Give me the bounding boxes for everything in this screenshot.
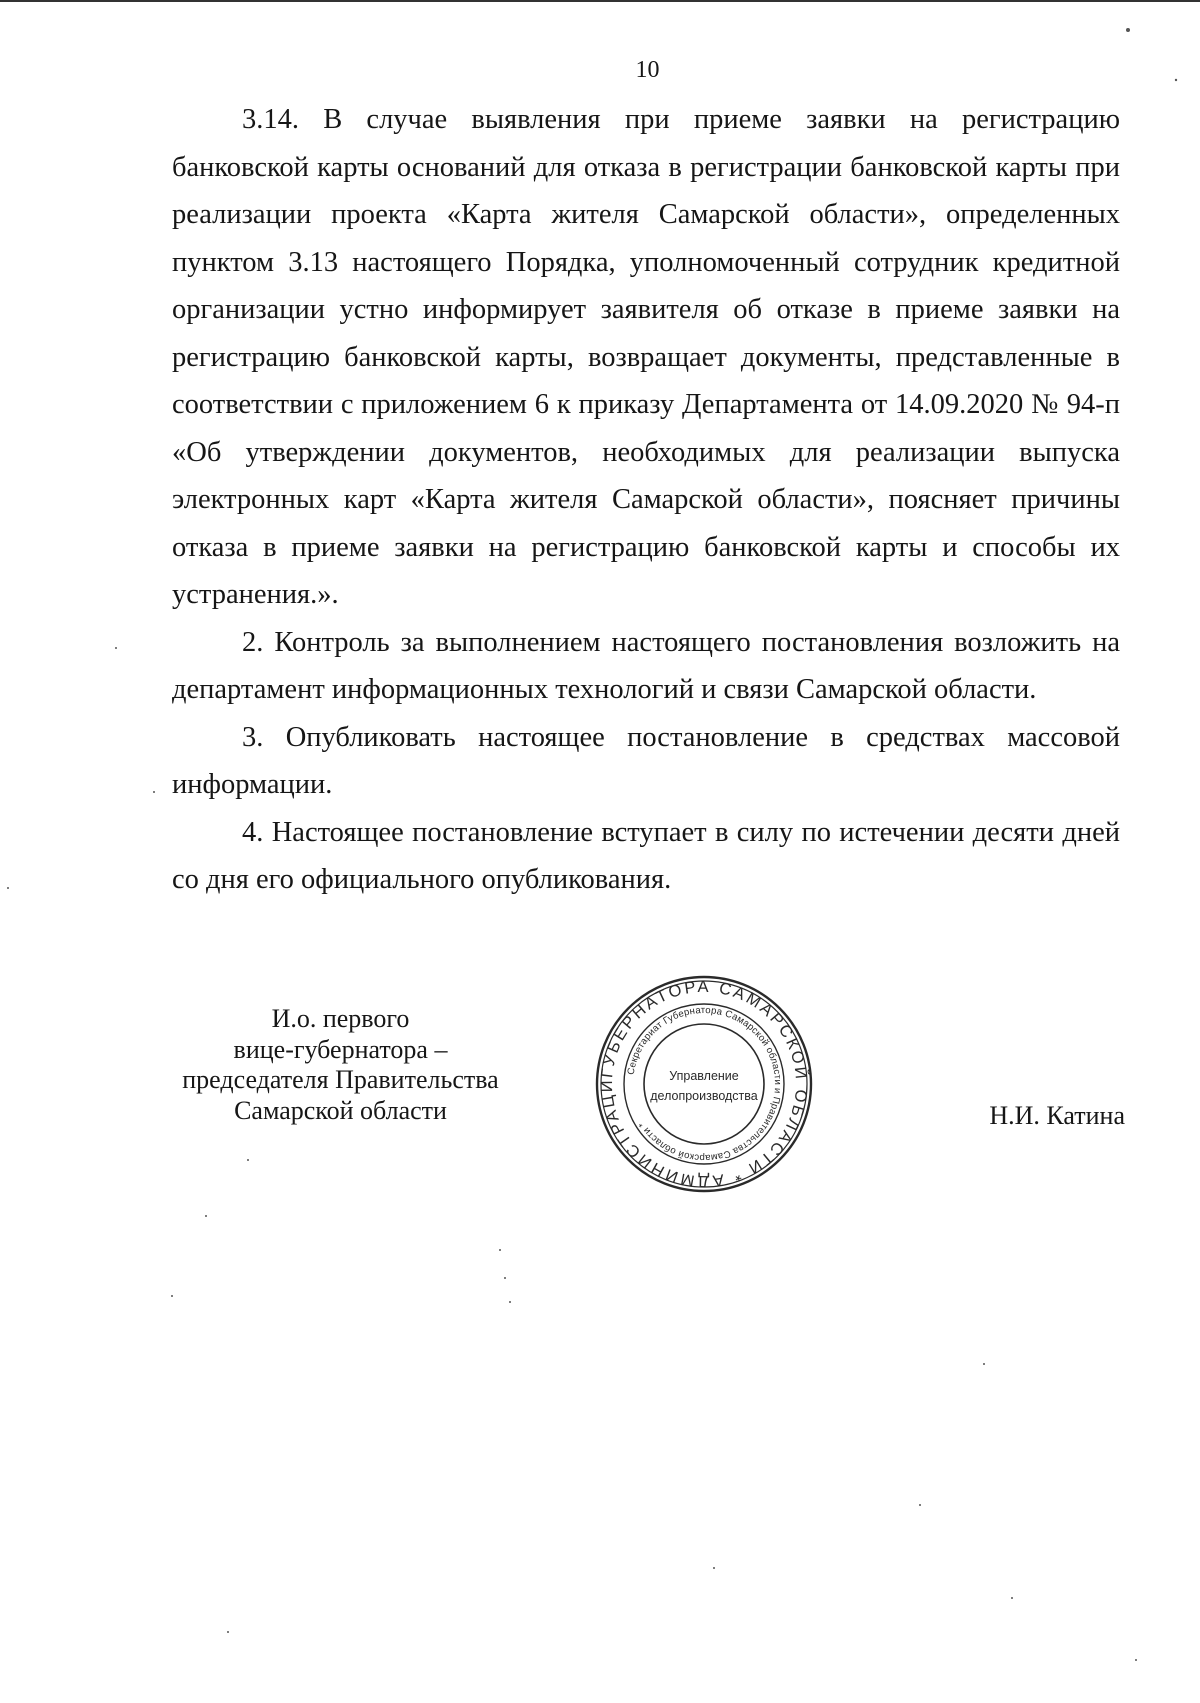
paragraph-4: 4. Настоящее постановление вступает в силу по истечении десяти дней со дня его официального опубликования.	[172, 816, 1120, 895]
scan-speck	[7, 887, 9, 889]
scan-speck	[919, 1504, 921, 1506]
signatory-title-line: Самарской области	[234, 1095, 447, 1125]
seal-graphic	[592, 972, 816, 1196]
scan-speck	[1135, 1659, 1137, 1661]
page-top-edge	[0, 0, 1200, 2]
paragraph-2: 2. Контроль за выполнением настоящего постановления возложить на департамент информационных технологий и связи Самарской области.	[172, 626, 1120, 705]
signatory-title-line: И.о. первого	[271, 1004, 410, 1033]
seal-center-line-1: Управление	[669, 1069, 739, 1083]
seal-outer-text: ГУБЕРНАТОРА САМАРСКОЙ ОБЛАСТИ * АДМИНИСТРАЦИ	[597, 977, 811, 1191]
scan-speck	[227, 1631, 229, 1633]
scan-speck	[504, 1277, 506, 1279]
scan-speck	[205, 1215, 207, 1217]
document-body	[172, 96, 1120, 904]
seal-center-line-2: делопроизводства	[650, 1089, 758, 1103]
official-seal	[592, 972, 816, 1196]
paragraph-3: 3. Опубликовать настоящее постановление в средствах массовой информации.	[172, 721, 1120, 800]
scan-speck	[247, 1159, 249, 1161]
seal-inner-ring	[644, 1024, 764, 1144]
scan-speck	[509, 1301, 511, 1303]
page-number: 10	[635, 57, 660, 83]
scan-speck	[713, 1567, 715, 1569]
signatory-title	[168, 1004, 513, 1126]
signatory-title-line: вице-губернатора –	[233, 1034, 448, 1064]
scan-speck	[983, 1363, 985, 1365]
scan-speck	[1011, 1597, 1013, 1599]
scan-speck	[1126, 28, 1130, 32]
scan-speck	[153, 791, 155, 793]
paragraph-3-14: 3.14. В случае выявления при приеме заявки на регистрацию банковской карты оснований для отказа в регистрации банковской карты при реализации проекта «Карта жителя Самарской области», определенных пунктом 3.13 настоящего Порядка, уполномоченный сотрудник кредитной организации устно информирует заявителя об отказе в приеме заявки на регистрацию банковской карты, возвращает документы, представленные в соответствии с приложением 6 к приказу Департамента от 14.09.2020 № 94-п «Об утверждении документов, необходимых для реализации выпуска электронных карт «Карта жителя Самарской области», поясняет причины отказа в приеме заявки на регистрацию банковской карты и способы их устранения.».	[172, 104, 1120, 610]
scan-speck	[171, 1295, 173, 1297]
scan-speck	[499, 1249, 501, 1251]
signatory-title-line: председателя Правительства	[182, 1065, 499, 1094]
scan-speck	[115, 647, 117, 649]
signatory-name: Н.И. Катина	[989, 1101, 1125, 1130]
seal-middle-ring	[624, 1004, 784, 1164]
seal-inner-text: Секретариат Губернатора Самарской области и Правительства Самарской области *	[625, 1004, 784, 1164]
